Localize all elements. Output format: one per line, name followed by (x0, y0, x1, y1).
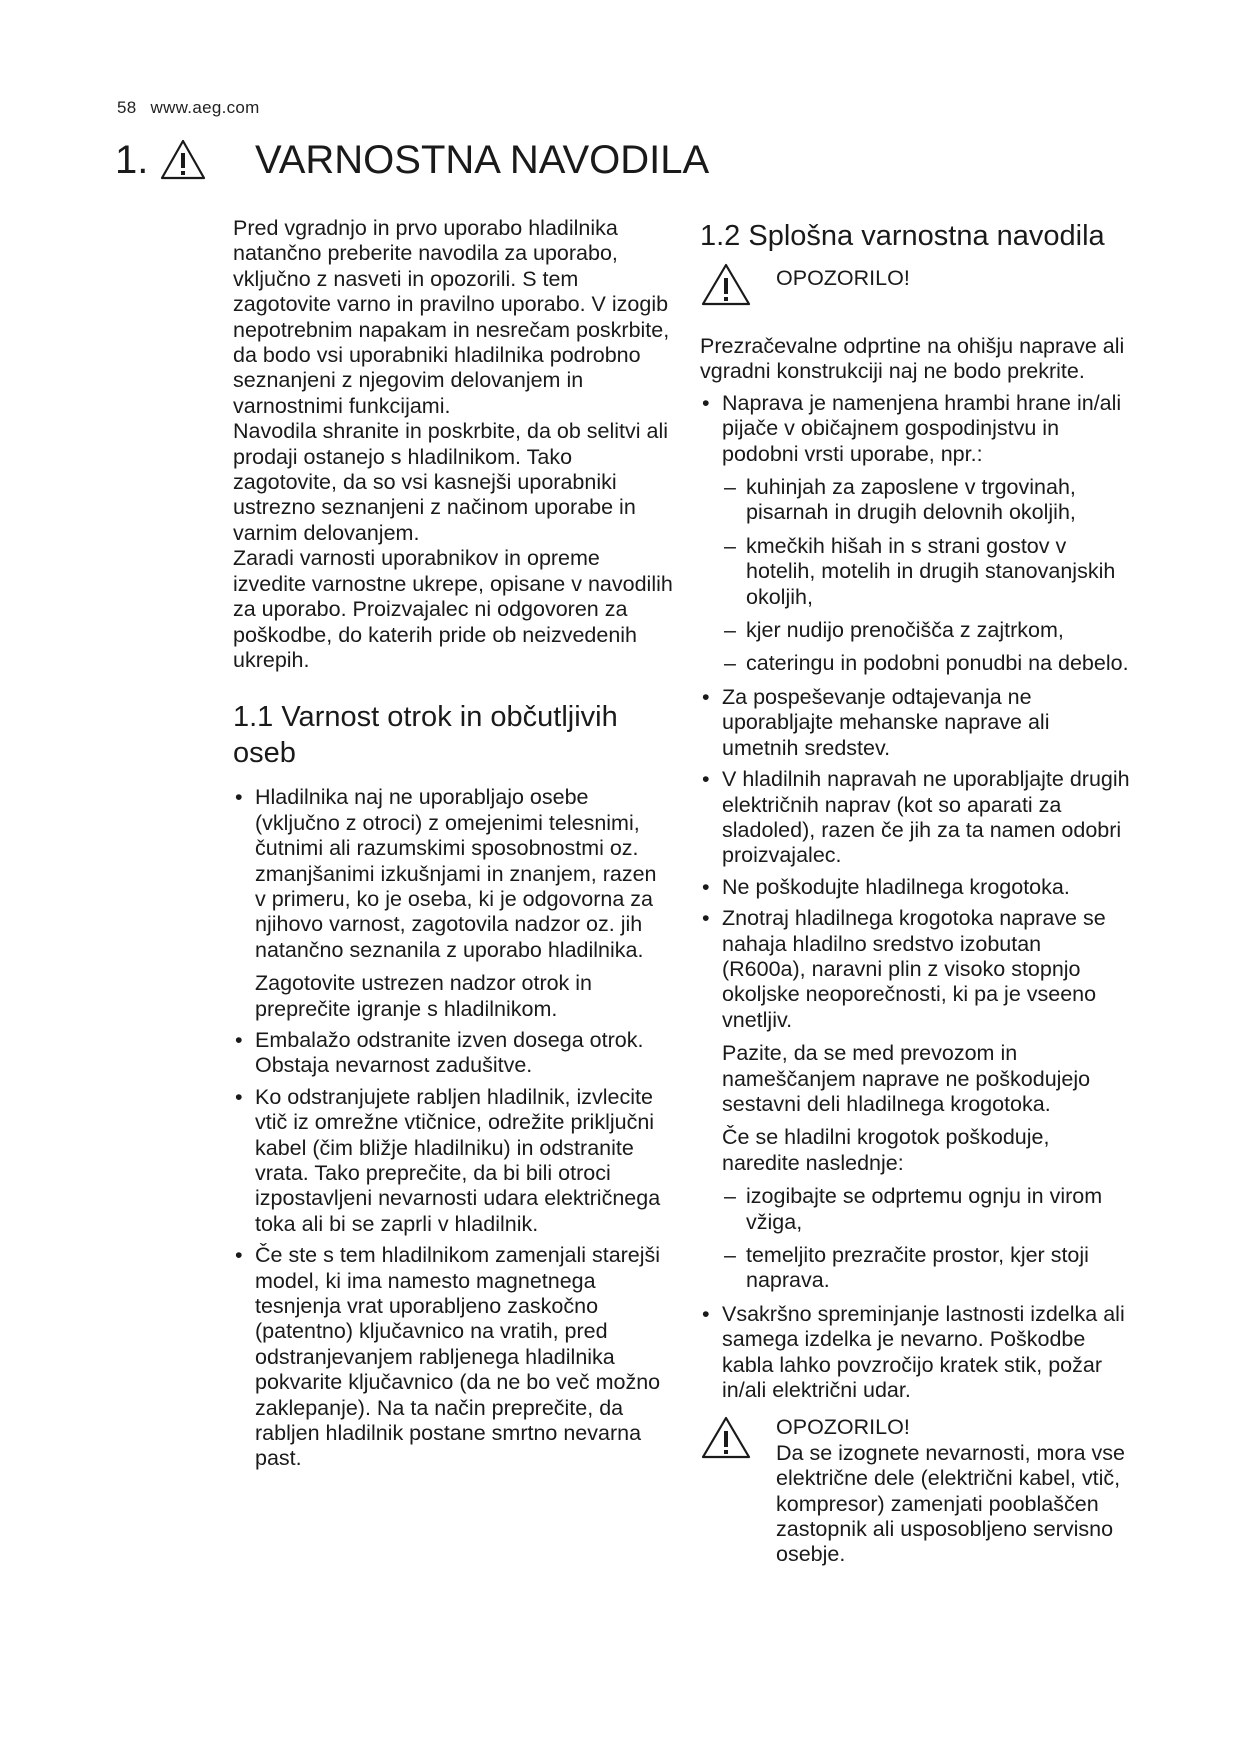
warning-box (700, 1415, 1130, 1567)
list-item-text: Če ste s tem hladilnikom zamenjali starejši model, ki ima namesto magnetnega tesnjenja vrat uporabljeno zaskočno (patentno) ključavnico na vratih, pred odstranjevanjem rabljenega hladilnika pokvarite ključavnico (da ne bo več možno zaklepanje). Na ta način preprečite, da rabljen hladilnik postane smrtno nevarna past. (255, 1243, 661, 1471)
chapter-heading: VARNOSTNA NAVODILA (255, 137, 710, 182)
general-safety-list (700, 391, 1130, 1404)
list-item (233, 1028, 673, 1079)
chapter-title (115, 135, 709, 185)
page-header (117, 98, 260, 118)
dash-item: – cateringu in podobni ponudbi na debelo. (722, 651, 1130, 676)
list-item (700, 391, 1130, 677)
warning-title: OPOZORILO! (776, 266, 910, 290)
dash-item: – kmečkih hišah in s strani gostov v hotelih, motelih in drugih stanovanjskih okoljih, (722, 534, 1130, 610)
intro-paragraph-1: Pred vgradnjo in prvo uporabo hladilnika natančno preberite navodila za uporabo, vključno z nasveti in opozorili. S tem zagotovite varno in pravilno uporabo. V izogib nepotrebnim napakam in nesrečam poskrbite, da bodo vsi uporabniki hladilnika podrobno seznanjeni z njegovim delovanjem in varnostnimi funkcijami. (233, 216, 670, 418)
list-item-text: Ne poškodujte hladilnega krogotoka. (722, 874, 1070, 899)
list-item-text: Vsakršno spreminjanje lastnosti izdelka ali samega izdelka je nevarno. Poškodbe kabla lahko povzročijo kratek stik, požar in/ali električni udar. (722, 1301, 1125, 1403)
dash-item: – izogibajte se odprtemu ognju in virom vžiga, (722, 1184, 1130, 1235)
list-item-text: Za pospeševanje odtajevanja ne uporabljajte mehanske naprave ali umetnih sredstev. (722, 684, 1050, 760)
list-item-text: Ko odstranjujete rabljen hladilnik, izvlecite vtič iz omrežne vtičnice, odrežite priključni kabel (čim bližje hladilniku) in odstranite vrata. Tako preprečite, da bi bili otroci izpostavljeni nevarnosti udara električnega toka ali bi se zaprli v hladilnik. (255, 1084, 661, 1236)
right-column (700, 214, 1130, 1568)
list-item (233, 785, 673, 1022)
list-item (233, 1243, 673, 1472)
intro-paragraph-3: Zaradi varnosti uporabnikov in opreme izvedite varnostne ukrepe, opisane v navodilih za uporabo. Proizvajalec ni odgovoren za poškodbe, do katerih pride ob neizvedenih ukrepih. (233, 546, 673, 672)
warning-triangle-icon (700, 1415, 752, 1461)
warning-box (700, 262, 1130, 308)
list-item-note: Če se hladilni krogotok poškoduje, naredite naslednje: (722, 1125, 1050, 1175)
dash-item: – kuhinjah za zaposlene v trgovinah, pisarnah in drugih delovnih okoljih, (722, 475, 1130, 526)
list-item (700, 875, 1130, 900)
usage-list (722, 475, 1130, 677)
section-heading-1-2: 1.2 Splošna varnostna navodila (700, 220, 1105, 252)
chapter-number: 1. (115, 137, 149, 182)
list-item-text: Embalažo odstranite izven dosega otrok. Obstaja nevarnost zadušitve. (255, 1027, 644, 1078)
website-url: www.aeg.com (150, 98, 260, 117)
page-number: 58 (117, 98, 137, 117)
warning-triangle-icon (159, 138, 207, 182)
damage-steps-list (722, 1184, 1130, 1294)
list-item (233, 1085, 673, 1237)
ventilation-paragraph: Prezračevalne odprtine na ohišju naprave ali vgradni konstrukciji naj ne bodo prekrite. (700, 334, 1125, 384)
list-item-text: Znotraj hladilnega krogotoka naprave se nahaja hladilno sredstvo izobutan (R600a), naravni plin z visoko stopnjo okoljske neoporečnosti, ki pa je vseeno vnetljiv. (722, 906, 1106, 1032)
list-item-text: Hladilnika naj ne uporabljajo osebe (vključno z otroci) z omejenimi telesnimi, čutnimi ali razumskimi sposobnostmi oz. zmanjšanimi izkušnjami in znanjem, razen v primeru, ko je oseba, ki je odgovorna za njihovo varnost, zagotovila nadzor oz. jih natančno seznanila z uporabo hladilnika. (255, 785, 657, 962)
section-heading-1-1: 1.1 Varnost otrok in občutljivih oseb (233, 701, 618, 770)
left-column (233, 216, 673, 1478)
dash-item: – temeljito prezračite prostor, kjer stoji naprava. (722, 1243, 1130, 1294)
warning-text: Da se izognete nevarnosti, mora vse električne dele (električni kabel, vtič, kompresor) zamenjati pooblaščen zastopnik ali usposobljeno servisno osebje. (776, 1440, 1125, 1567)
list-item-note: Zagotovite ustrezen nadzor otrok in preprečite igranje s hladilnikom. (255, 971, 593, 1021)
list-item (700, 767, 1130, 869)
child-safety-list (233, 785, 673, 1472)
list-item-note: Pazite, da se med prevozom in nameščanjem naprave ne poškodujejo sestavni deli hladilnega krogotoka. (722, 1041, 1091, 1116)
intro-paragraph-2: Navodila shranite in poskrbite, da ob selitvi ali prodaji ostanejo s hladilnikom. Tako zagotovite, da so vsi kasnejši uporabniki ustrezno seznanjeni z načinom uporabe in varnim delovanjem. (233, 419, 669, 545)
list-item (700, 1302, 1130, 1404)
list-item-text: Naprava je namenjena hrambi hrane in/ali pijače v običajnem gospodinjstvu in podobni vrsti uporabe, npr.: (722, 390, 1122, 466)
list-item (700, 685, 1130, 761)
list-item (700, 906, 1130, 1294)
dash-item: – kjer nudijo prenočišča z zajtrkom, (722, 618, 1130, 643)
list-item-text: V hladilnih napravah ne uporabljajte drugih električnih naprav (kot so aparati za sladoled), razen če jih za ta namen odobri proizvajalec. (722, 767, 1130, 868)
warning-triangle-icon (700, 262, 752, 308)
warning-title: OPOZORILO! (776, 1415, 910, 1440)
